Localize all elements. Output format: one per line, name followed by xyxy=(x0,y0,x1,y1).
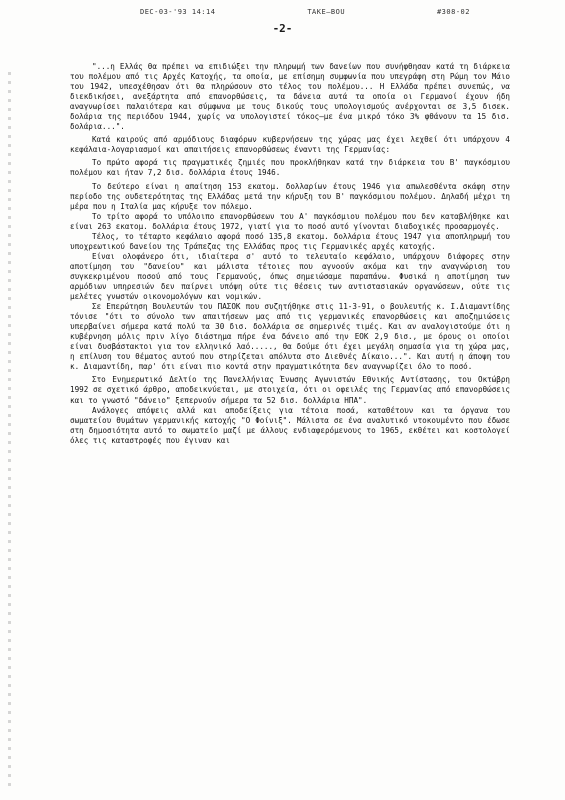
paragraph: Το πρώτο αφορά τις πραγματικές ζημιές που προκλήθηκαν κατά την διάρκεια του Β' παγκόσμιου πολέμου και ήταν 7,2 δισ. δολλάρια έτους 1946. xyxy=(70,158,510,178)
paragraph: Το τρίτο αφορά το υπόλοιπο επανορθώσεων του Α' παγκόσμιου πολέμου που δεν καταβλήθηκε και είναι 263 εκατομ. δολλάρια έτους 1972, γιατί για το ποσό αυτό γίνονται διαδοχικές προσαρμογές. xyxy=(70,211,510,231)
paragraph: Ανάλογες απόψεις αλλά και αποδείξεις για τέτοια ποσά, καταθέτουν και τα όργανα του σωματείου θυμάτων γερμανικής κατοχής "Ο Φοίνιξ". Μάλιστα σε ένα αναλυτικό ντοκουμέντο που έδωσε στη δημοσιότητα αυτό το σωματείο μαζί με άλλους ενδιαφερόμενους το 1965, εκθέτει και κοστολογεί όλες τις καταστροφές που έγιναν και xyxy=(70,405,510,445)
paragraph: Τέλος, το τέταρτο κεφάλαιο αφορά ποσό 135,8 εκατομ. δολλάρια έτους 1947 για αποπληρωμή του υποχρεωτικού δανείου της Τράπεζας της Ελλάδας προς τις Γερμανικές αρχές κατοχής. xyxy=(70,231,510,251)
page-number: -2- xyxy=(272,22,293,35)
paragraph: Είναι ολοφάνερο ότι, ιδιαίτερα σ' αυτό το τελευταίο κεφάλαιο, υπάρχουν διάφορες στην αποτίμηση του "δανείου" και μάλιστα τέτοιες που αγνοούν ακόμα και την αναγνώριση του συγκεκριμένου ποσού από τους Γερμανούς, όπως σημειώσαμε παραπάνω. Φυσικά η αποτίμηση των αρμόδιων υπηρεσιών δεν παίρνει υπόψη ούτε τις θέσεις των αντιστασιακών οργανώσεων, ούτε τις μελέτες γνωστών οικονομολόγων και νομικών. xyxy=(70,251,510,302)
fax-header-page-id: #308-02 xyxy=(436,8,470,16)
fax-header-date: DEC-03-'93 14:14 xyxy=(140,8,216,16)
document-body xyxy=(70,62,510,446)
paragraph: Σε Επερώτηση Βουλευτών του ΠΑΣΟΚ που συζητήθηκε στις 11-3-91, ο βουλευτής κ. Ι.Διαμαντίδης τόνισε "ότι το σύνολο των απαιτήσεων μας από τις γερμανικές επανορθώσεις και αποζημιώσεις υπερβαίνει σήμερα κατά πολύ τα 30 δισ. δολλάρια σε σημερινές τιμές. Και αν αναλογιστούμε ότι η κυβέρνηση μόλις πριν λίγο διάστημα πήρε ένα δάνειο από την ΕΟΚ 2,9 δισ., με όρους οι οποίοι είναι δυσβάστακτοι για τον ελληνικό λαό....., θα δούμε ότι έχει μεγάλη σημασία για τη χώρα μας, η επίλυση του θέματος αυτού που στηρίζεται απόλυτα στο Διεθνές Δίκαιο...". Και αυτή η άποψη του κ. Διαμαντίδη, παρ' ότι είναι πιο κοντά στην πραγματικότητα δεν αναγνωρίζει όλο το ποσό. xyxy=(70,302,510,372)
paragraph: Κατά καιρούς από αρμόδιους διαφόρων κυβερνήσεων της χώρας μας έχει λεχθεί ότι υπάρχουν 4 κεφάλαια-λογαριασμοί και απαιτήσεις επανορθώσεως έναντι της Γερμανίας: xyxy=(70,135,510,155)
fax-header-sender: TAKE—BOU xyxy=(307,8,346,16)
fax-header xyxy=(140,8,470,16)
paragraph: "...η Ελλάς θα πρέπει να επιδιώξει την πληρωμή των δανείων που συνήφθησαν κατά τη διάρκεια του πολέμου από τις Αρχές Κατοχής, τα οποία, με επίσημη συμφωνία που υπεγράφη στη Ρώμη τον Μάιο του 1942, υπεσχέθησαν ότι θα πληρώσουν στο τέλος του πολέμου... Η Ελλάδα πρέπει συνεπώς, να διεκδικήσει, ανεξάρτητα από επανορθώσεις, τα δάνεια αυτά τα οποία οι Γερμανοί έχουν ήδη αναγνωρίσει παλαιότερα και σύμφωνα με τους δικούς τους υπολογισμούς ανέρχονται σε 3,5 δισεκ. δολάρια της περιόδου 1944, χωρίς να υπολογιστεί τόκος—με ένα μικρό τόκο 3% φθάνουν τα 15 δισ. δολάρια...". xyxy=(70,62,510,132)
paragraph: Στο Ενημερωτικό Δελτίο της Πανελλήνιας Ένωσης Αγωνιστών Εθνικής Αντίστασης, του Οκτώβρη 1992 σε σχετικό άρθρο, αποδεικνύεται, με στοιχεία, ότι οι οφειλές της Γερμανίας από επανορθώσεις και το γνωστό "δάνειο" ξεπερνούν σήμερα τα 52 δισ. δολλάρια ΗΠΑ". xyxy=(70,375,510,405)
paragraph: Το δεύτερο είναι η απαίτηση 153 εκατομ. δολλαρίων έτους 1946 για απωλεσθέντα σκάφη στην περίοδο της ουδετερότητας της Ελλάδας μετά την κήρυξη του Β' παγκόσμιου πολέμου. Δηλαδή μέχρι τη μέρα που η Ιταλία μας κήρυξε τον πόλεμο. xyxy=(70,181,510,211)
fax-edge-artifact xyxy=(8,72,11,792)
